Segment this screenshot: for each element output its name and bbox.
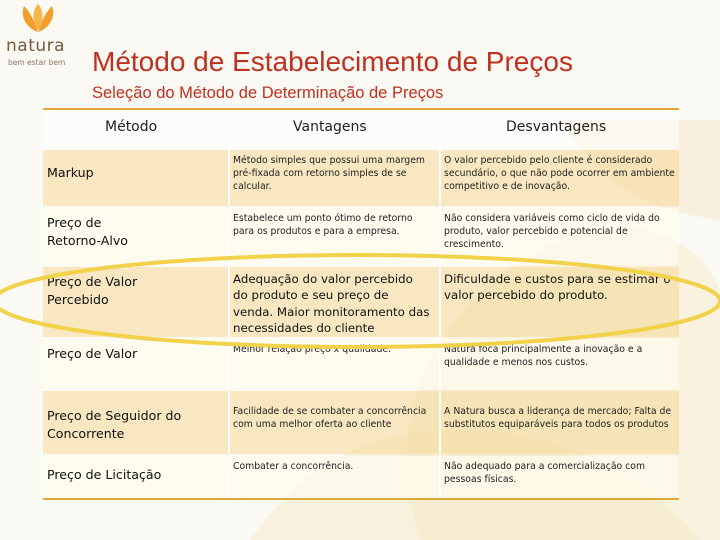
row-desvantagens: O valor percebido pelo cliente é considerado secundário, o que não pode ocorrer em ambiente competitivo e de inovação.: [439, 150, 679, 206]
row-metodo: Preço de Valor Percebido: [47, 274, 138, 308]
natura-logo: [2, 2, 82, 68]
table-row: [43, 208, 679, 265]
row-metodo: Preço de Licitação: [47, 467, 162, 482]
row-metodo: Preço de Seguidor do Concorrente: [47, 408, 182, 442]
row-metodo: Preço de Retorno-Alvo: [47, 215, 128, 249]
header-metodo: Método: [105, 119, 158, 135]
flower-logo-icon: [18, 2, 58, 36]
table-header: [43, 108, 679, 150]
row-desvantagens: Natura foca principalmente a inovação e a qualidade e menos nos custos.: [439, 339, 679, 389]
table-row: [43, 391, 679, 454]
row-desvantagens: Não considera variáveis como ciclo de vida do produto, valor percebido e potencial de crescimento.: [439, 208, 679, 265]
row-metodo: Preço de Valor: [47, 346, 138, 361]
row-desvantagens: A Natura busca a liderança de mercado; Falta de substitutos equiparáveis para todos os produtos: [439, 391, 679, 454]
table-row: [43, 150, 679, 206]
table-row: [43, 267, 679, 337]
row-metodo: Markup: [47, 165, 94, 180]
row-vantagens: Método simples que possui uma margem pré-fixada com retorno simples de se calcular.: [228, 150, 434, 206]
row-vantagens: Estabelece um ponto ótimo de retorno para os produtos e para a empresa.: [228, 208, 434, 265]
page-subtitle: Seleção do Método de Determinação de Preços: [92, 84, 444, 102]
table-row: [43, 339, 679, 389]
row-desvantagens: Não adequado para a comercialização com pessoas físicas.: [439, 456, 679, 498]
table-row: [43, 456, 679, 498]
logo-wordmark: natura: [6, 36, 66, 56]
row-vantagens: Adequação do valor percebido do produto e seu preço de venda. Maior monitoramento das necessidades do cliente: [228, 267, 434, 337]
pricing-methods-table: [43, 108, 679, 508]
page-title: Método de Estabelecimento de Preços: [92, 46, 573, 77]
row-vantagens: Combater a concorrência.: [228, 456, 434, 498]
table-bottom-rule: [43, 498, 679, 500]
row-vantagens: Facilidade de se combater a concorrência com uma melhor oferta ao cliente: [228, 391, 434, 454]
header-vantagens: Vantagens: [293, 119, 367, 135]
row-vantagens: Melhor relação preço x qualidade.: [228, 339, 434, 389]
row-desvantagens: Dificuldade e custos para se estimar o valor percebido do produto.: [439, 267, 679, 337]
header-desvantagens: Desvantagens: [506, 119, 607, 135]
logo-tagline: bem estar bem: [8, 58, 66, 67]
